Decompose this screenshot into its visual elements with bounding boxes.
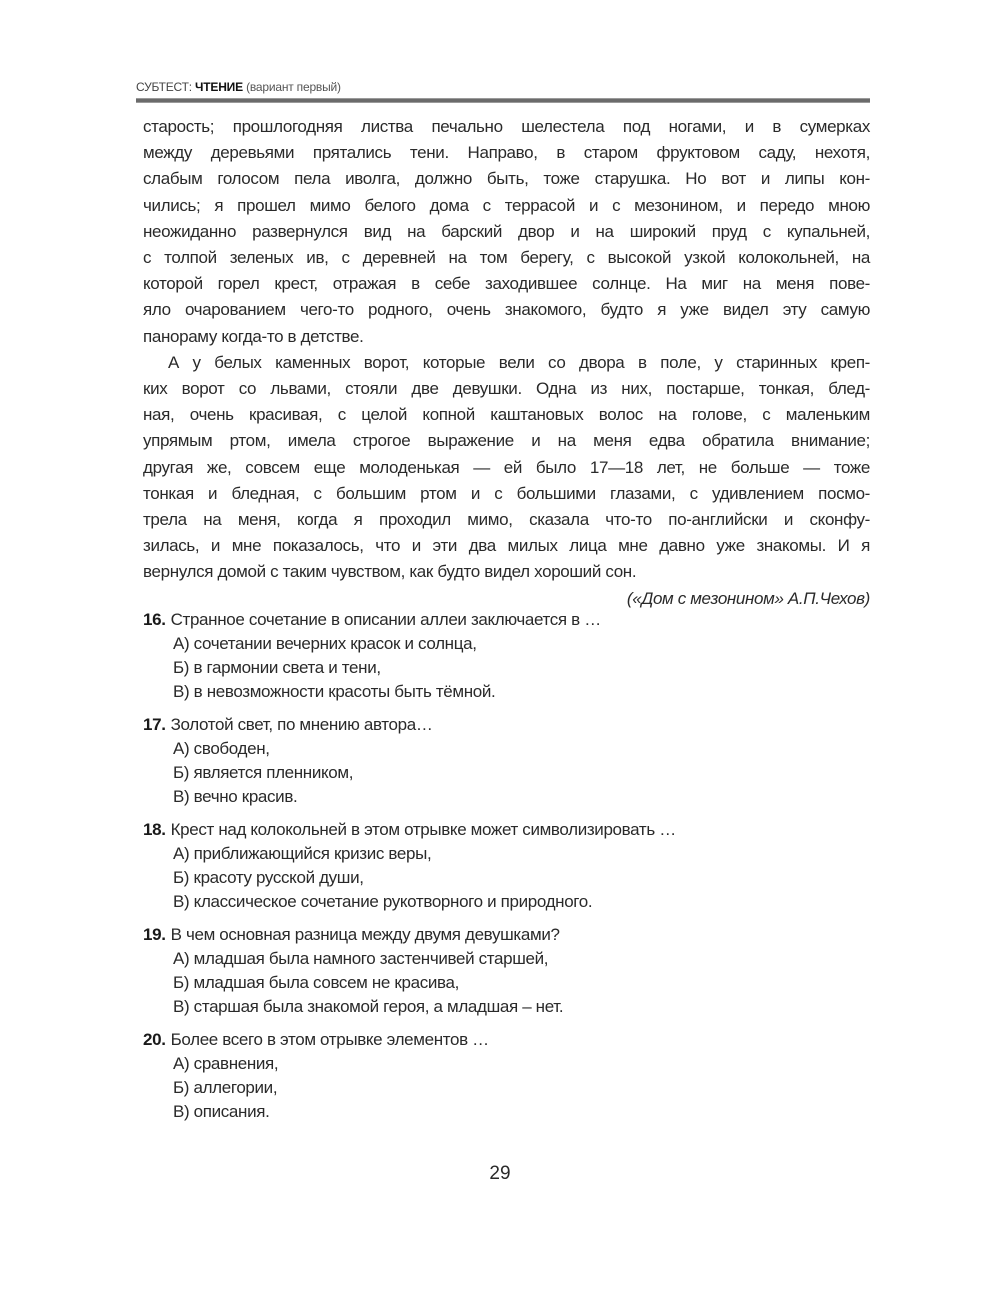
- answer-option-v: В) вечно красив.: [173, 787, 298, 806]
- question-list: [143, 608, 870, 1133]
- passage-line: старость; прошлогодняя листва печально шелестела под ногами, и в сумерках: [143, 117, 870, 136]
- answer-option-a: А) младшая была намного застенчивей старшей,: [173, 949, 549, 968]
- passage-line: неожиданно развернулся вид на барский двор и на широкий пруд с купальней,: [143, 221, 870, 241]
- passage-line: ная, очень красивая, с целой копной каштановых волос на голове, с маленьким: [143, 405, 870, 425]
- passage-line: слабым голосом пела иволга, должно быть, тоже старушка. Но вот и липы кон-: [143, 169, 870, 189]
- answer-option-b: Б) красоту русской души,: [173, 868, 364, 887]
- passage-line: которой горел крест, отражая в себе заходившее солнце. На миг на меня пове-: [143, 274, 870, 294]
- passage-line: панораму когда-то в детстве.: [143, 326, 364, 346]
- answer-option-a: А) сравнения,: [173, 1054, 279, 1073]
- question-number: 16.: [143, 610, 166, 629]
- answer-option-a: А) свободен,: [173, 739, 270, 758]
- answer-option-v: В) классическое сочетание рукотворного и природного.: [173, 892, 593, 911]
- passage-line: трела на меня, когда я проходил мимо, сказала что-то по-английски и сконфу-: [143, 510, 870, 530]
- passage-line: с толпой зеленых ив, с деревней на том берегу, с высокой узкой колокольней, на: [143, 248, 870, 268]
- question-text: Золотой свет, по мнению автора…: [170, 715, 433, 734]
- passage-line: между деревьями прятались тени. Направо, в старом фруктовом саду, нехотя,: [143, 143, 870, 163]
- question-text: Крест над колокольней в этом отрывке может символизировать …: [170, 820, 676, 839]
- running-header: [136, 80, 870, 94]
- question-text: Более всего в этом отрывке элементов …: [170, 1030, 489, 1049]
- question-16: [143, 608, 870, 704]
- answer-option-v: В) старшая была знакомой героя, а младшая – нет.: [173, 997, 564, 1016]
- passage-line: чились; я прошел мимо белого дома с террасой и с мезонином, и передо мною: [143, 195, 870, 215]
- passage-line: зилась, и мне показалось, что и эти два милых лица мне давно уже знакомы. И я: [143, 536, 870, 556]
- answer-option-b: Б) младшая была совсем не красива,: [173, 973, 459, 992]
- passage-line: тонкая и бледная, с большим ртом и с большими глазами, с удивлением посмо-: [143, 483, 870, 503]
- passage-attribution: («Дом с мезонином» А.П.Чехов): [626, 588, 870, 608]
- question-text: Странное сочетание в описании аллеи заключается в …: [170, 610, 601, 629]
- header-divider: [136, 98, 870, 103]
- answer-option-b: Б) аллегории,: [173, 1078, 278, 1097]
- answer-option-b: Б) в гармонии света и тени,: [173, 658, 381, 677]
- answer-option-b: Б) является пленником,: [173, 763, 354, 782]
- page-number: 29: [489, 1163, 511, 1184]
- passage-line: другая же, совсем еще молоденькая — ей было 17—18 лет, не больше — тоже: [143, 457, 870, 477]
- question-number: 19.: [143, 925, 166, 944]
- question-17: [143, 713, 870, 809]
- passage-line: вернулся домой с таким чувством, как будто видел хороший сон.: [143, 562, 637, 582]
- question-number: 18.: [143, 820, 166, 839]
- section-title: ЧТЕНИЕ: [195, 80, 243, 94]
- question-20: [143, 1028, 870, 1124]
- passage-line: ких ворот со львами, стояли две девушки. Одна из них, постарше, тонкая, блед-: [143, 379, 870, 399]
- answer-option-v: В) в невозможности красоты быть тёмной.: [173, 682, 496, 701]
- passage-line: А у белых каменных ворот, которые вели со двора в поле, у старинных креп-: [168, 352, 870, 372]
- passage-line: яло очарованием чего-то родного, очень знакомого, будто я уже видел эту самую: [143, 300, 870, 320]
- question-number: 17.: [143, 715, 166, 734]
- subtest-label: СУБТЕСТ:: [136, 80, 192, 94]
- reading-passage: [143, 114, 870, 612]
- variant-label: (вариант первый): [246, 80, 341, 94]
- answer-option-a: А) приближающийся кризис веры,: [173, 844, 432, 863]
- question-number: 20.: [143, 1030, 166, 1049]
- question-18: [143, 818, 870, 914]
- question-19: [143, 923, 870, 1019]
- answer-option-v: В) описания.: [173, 1102, 270, 1121]
- passage-line: упрямым ртом, имела строгое выражение и на меня едва обратила внимание;: [143, 431, 870, 451]
- answer-option-a: А) сочетании вечерних красок и солнца,: [173, 634, 477, 653]
- question-text: В чем основная разница между двумя девушками?: [170, 925, 560, 944]
